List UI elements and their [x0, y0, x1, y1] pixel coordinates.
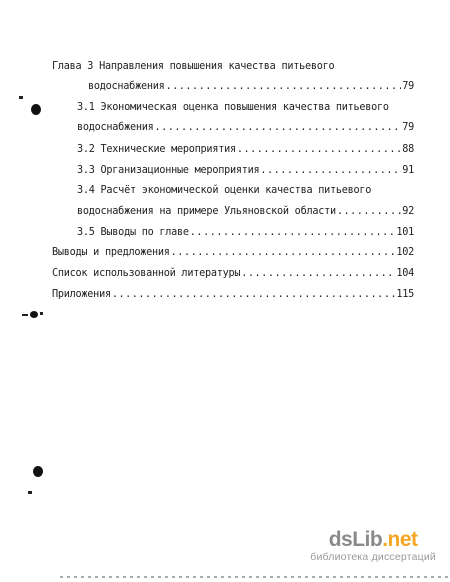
watermark-logo-net: .net: [382, 528, 418, 551]
scan-speck: [40, 312, 43, 315]
toc-chapter3-entry: [88, 80, 414, 93]
toc-section-3-1-title: [77, 101, 389, 114]
scan-artifact-line: [60, 576, 450, 578]
toc-section-3-1-page: 79: [402, 122, 414, 133]
toc-section-3-4-title-cont: водоснабжения на примере Ульяновской области: [77, 206, 336, 217]
toc-conclusions-page: 102: [396, 247, 414, 258]
watermark-logo-lib: Lib: [352, 528, 383, 551]
toc-appendices-entry: [52, 288, 414, 301]
toc-section-3-2-title: 3.2 Технические мероприятия: [77, 144, 236, 155]
toc-section-3-3-title: 3.3 Организационные мероприятия: [77, 165, 260, 176]
scan-speck: [22, 314, 28, 316]
toc-chapter3-title-cont: водоснабжения: [88, 81, 165, 92]
toc-section-3-3-page: 91: [402, 165, 414, 176]
toc-leader-dots: [165, 80, 401, 93]
toc-section-3-1-title-text: 3.1 Экономическая оценка повышения качества питьевого: [77, 102, 389, 113]
watermark-logo-ds: ds: [328, 528, 353, 551]
toc-leader-dots: [260, 164, 401, 177]
toc-section-3-5-page: 101: [396, 227, 414, 238]
toc-leader-dots: [241, 267, 395, 280]
binding-hole-middle: [30, 311, 38, 318]
toc-section-3-5-entry: [77, 226, 414, 239]
toc-leader-dots: [171, 246, 396, 259]
toc-section-3-1-entry: [77, 121, 414, 134]
scan-speck: [19, 96, 23, 99]
toc-leader-dots: [237, 143, 401, 156]
watermark-subtitle: библиотека диссертаций: [310, 551, 436, 563]
watermark: [310, 529, 436, 564]
toc-section-3-3-entry: [77, 164, 414, 177]
toc-references-page: 104: [396, 268, 414, 279]
toc-section-3-5-title: 3.5 Выводы по главе: [77, 227, 189, 238]
toc-section-3-2-entry: [77, 143, 414, 156]
toc-leader-dots: [112, 288, 396, 301]
toc-appendices-title: Приложения: [52, 289, 111, 300]
toc-chapter3-title-text: Глава 3 Направления повышения качества питьевого: [52, 61, 335, 72]
binding-hole-top: [31, 104, 41, 115]
toc-section-3-1-title-cont: водоснабжения: [77, 122, 154, 133]
toc-appendices-page: 115: [396, 289, 414, 300]
toc-leader-dots: [154, 121, 401, 134]
toc-section-3-4-page: 92: [402, 206, 414, 217]
toc-chapter3-title: [52, 60, 334, 73]
toc-chapter3-page: 79: [402, 81, 414, 92]
binding-hole-bottom: [33, 466, 43, 477]
scan-speck: [28, 491, 32, 494]
toc-conclusions-title: Выводы и предложения: [52, 247, 170, 258]
toc-section-3-4-title: [77, 184, 371, 197]
toc-section-3-2-page: 88: [402, 144, 414, 155]
watermark-logo: [310, 529, 436, 551]
toc-leader-dots: [337, 205, 401, 218]
toc-section-3-4-title-text: 3.4 Расчёт экономической оценки качества питьевого: [77, 185, 372, 196]
toc-conclusions-entry: [52, 246, 414, 259]
toc-section-3-4-entry: [77, 205, 414, 218]
toc-leader-dots: [190, 226, 396, 239]
toc-references-entry: [52, 267, 414, 280]
toc-references-title: Список использованной литературы: [52, 268, 241, 279]
